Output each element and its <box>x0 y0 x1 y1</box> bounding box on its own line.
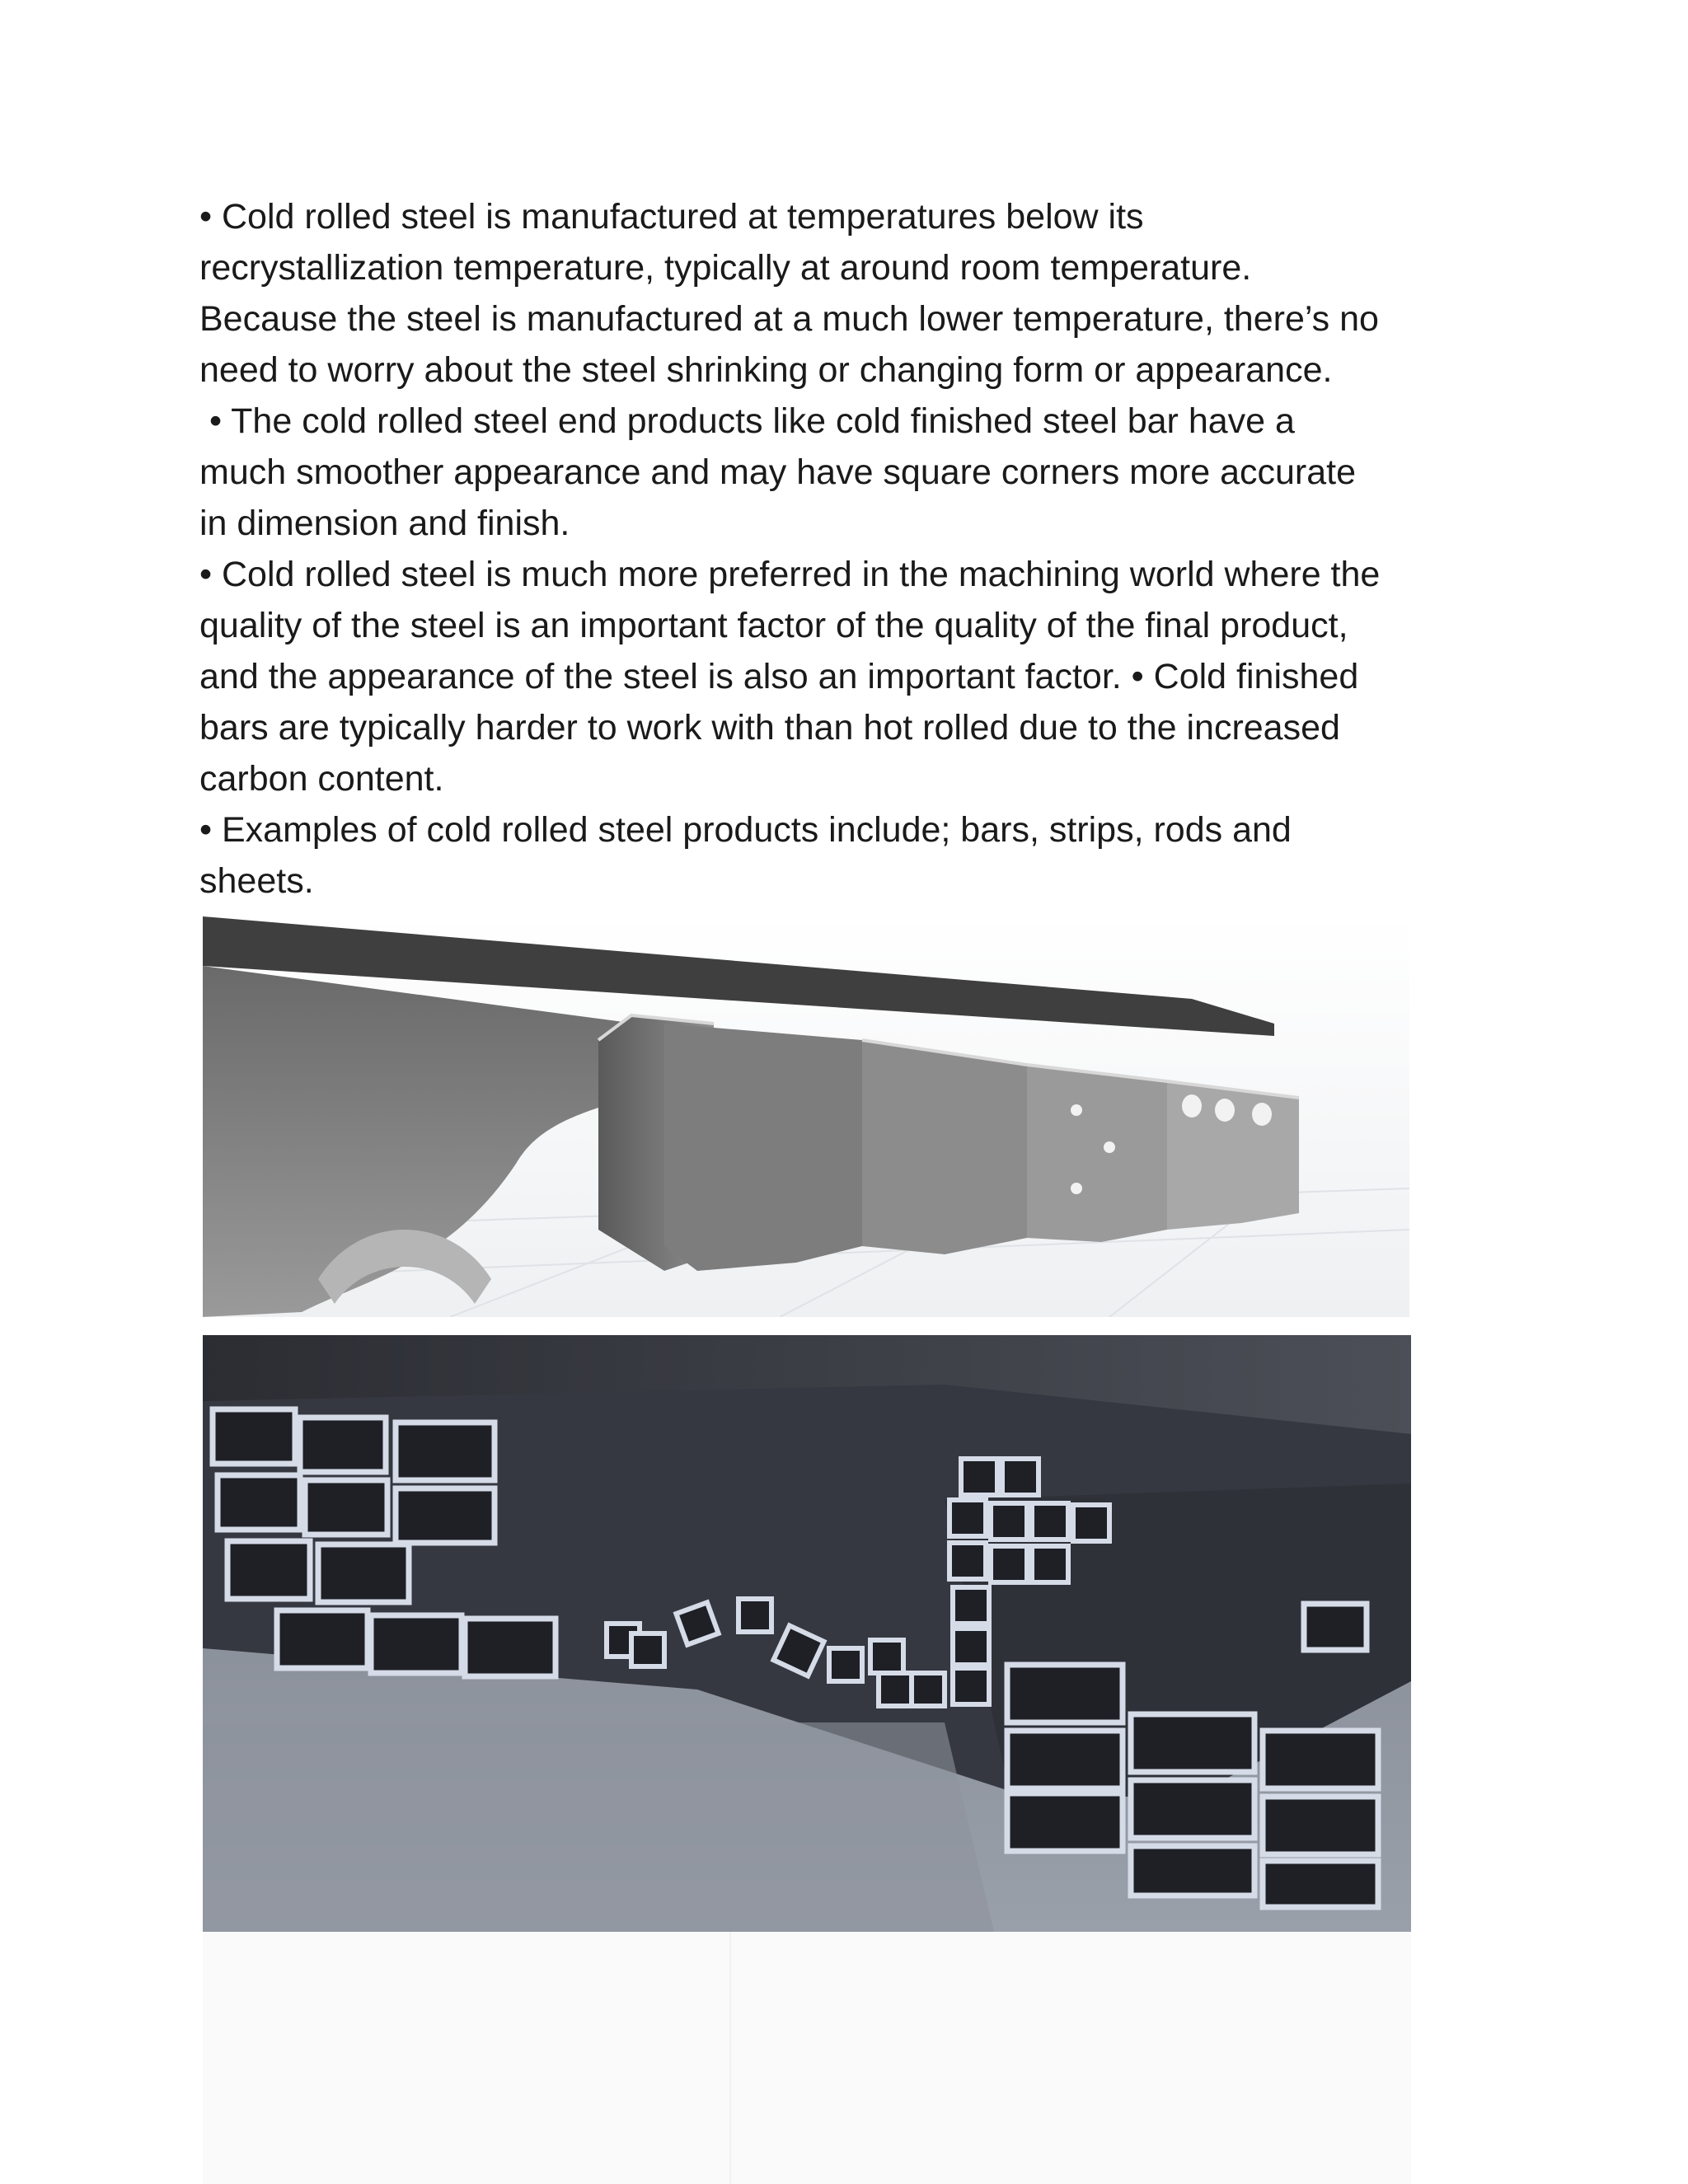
text-line: and the appearance of the steel is also an important factor. • Cold finished <box>199 657 1359 696</box>
text-line: • The cold rolled steel end products like cold finished steel bar have a <box>199 401 1295 441</box>
text-line: • Examples of cold rolled steel products include; bars, strips, rods and <box>199 810 1292 850</box>
body-text <box>199 191 1502 907</box>
text-line: much smoother appearance and may have square corners more accurate <box>199 452 1357 492</box>
text-line: sheets. <box>199 861 314 901</box>
text-line: need to worry about the steel shrinking or changing form or appearance. <box>199 350 1333 390</box>
text-line: bars are typically harder to work with than hot rolled due to the increased <box>199 708 1340 748</box>
text-line: • Cold rolled steel is manufactured at temperatures below its <box>199 197 1144 237</box>
text-line: quality of the steel is an important factor of the quality of the final product, <box>199 606 1348 645</box>
text-line: Because the steel is manufactured at a much lower temperature, there’s no <box>199 299 1379 339</box>
text-line: recrystallization temperature, typically at around room temperature. <box>199 248 1252 288</box>
steel-profiles-image <box>203 916 1409 1317</box>
image-faded-area <box>203 1932 1411 2184</box>
text-line: in dimension and finish. <box>199 504 570 543</box>
text-line: carbon content. <box>199 759 444 799</box>
text-line: • Cold rolled steel is much more preferred in the machining world where the <box>199 555 1381 594</box>
steel-tubes-image <box>203 1335 1411 1932</box>
